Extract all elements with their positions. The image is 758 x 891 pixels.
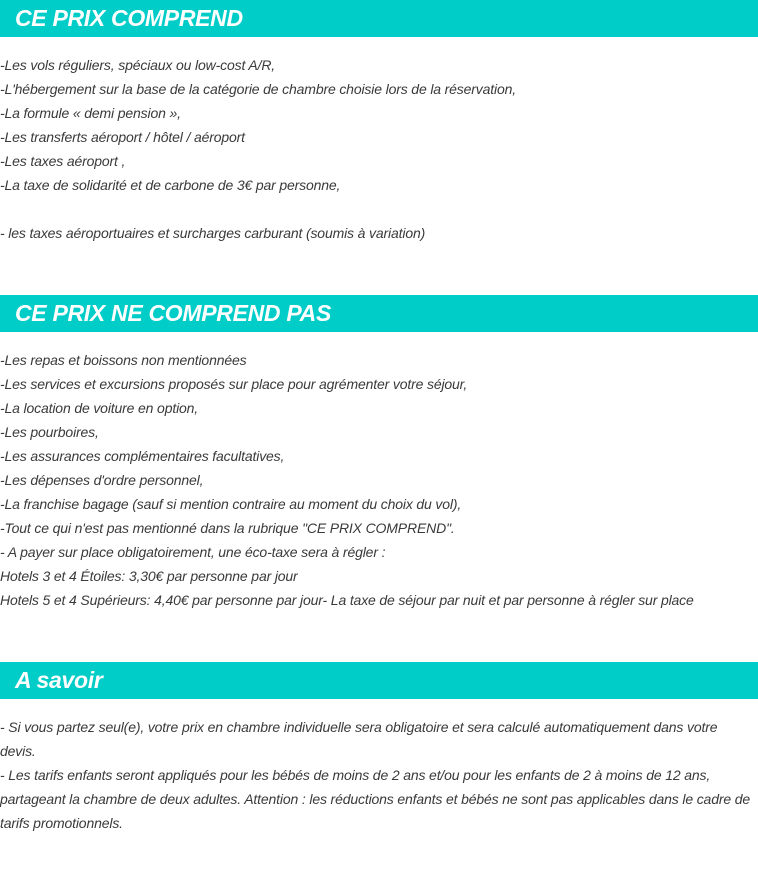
to-know-list xyxy=(0,715,758,835)
to-know-paragraph: - Les tarifs enfants seront appliqués pour les bébés de moins de 2 ans et/ou pour les enfants de 2 à moins de 12 ans, partageant la chambre de deux adultes. Attention : les réductions enfants et bébés ne sont pas applicables dans le cadre de tarifs promotionnels. xyxy=(0,767,750,831)
not-included-item: -Les services et excursions proposés sur place pour agrémenter votre séjour, xyxy=(0,376,468,392)
included-item: -Les transferts aéroport / hôtel / aéroport xyxy=(0,129,245,145)
not-included-item: - A payer sur place obligatoirement, une éco-taxe sera à régler : xyxy=(0,544,386,560)
included-item: -La taxe de solidarité et de carbone de 3€ par personne, xyxy=(0,177,341,193)
not-included-item: -Les dépenses d'ordre personnel, xyxy=(0,472,204,488)
not-included-section xyxy=(0,295,758,612)
to-know-section xyxy=(0,662,758,835)
not-included-item: -La location de voiture en option, xyxy=(0,400,199,416)
included-section xyxy=(0,0,758,245)
to-know-header xyxy=(0,662,758,699)
to-know-paragraph: - Si vous partez seul(e), votre prix en chambre individuelle sera obligatoire et sera calculé automatiquement dans votre devis. xyxy=(0,719,718,759)
not-included-item: -Les assurances complémentaires facultatives, xyxy=(0,448,285,464)
included-title: CE PRIX COMPREND xyxy=(15,5,243,31)
not-included-item: -Les pourboires, xyxy=(0,424,99,440)
included-item: - les taxes aéroportuaires et surcharges carburant (soumis à variation) xyxy=(0,225,426,241)
included-item: -Les taxes aéroport , xyxy=(0,153,126,169)
not-included-item: -Tout ce qui n'est pas mentionné dans la rubrique "CE PRIX COMPREND". xyxy=(0,520,455,536)
included-header xyxy=(0,0,758,37)
not-included-item: Hotels 5 et 4 Supérieurs: 4,40€ par personne par jour- La taxe de séjour par nuit et par personne à régler sur place xyxy=(0,592,694,608)
not-included-item: -La franchise bagage (sauf si mention contraire au moment du choix du vol), xyxy=(0,496,462,512)
not-included-item: Hotels 3 et 4 Étoiles: 3,30€ par personne par jour xyxy=(0,568,298,584)
not-included-title: CE PRIX NE COMPREND PAS xyxy=(15,300,331,326)
included-spacer xyxy=(0,197,758,221)
not-included-header xyxy=(0,295,758,332)
included-list xyxy=(0,53,758,245)
not-included-list xyxy=(0,348,758,612)
included-item: -L'hébergement sur la base de la catégorie de chambre choisie lors de la réservation, xyxy=(0,81,516,97)
included-item: -Les vols réguliers, spéciaux ou low-cost A/R, xyxy=(0,57,276,73)
to-know-title: A savoir xyxy=(15,667,103,693)
included-item: -La formule « demi pension », xyxy=(0,105,181,121)
not-included-item: -Les repas et boissons non mentionnées xyxy=(0,352,247,368)
